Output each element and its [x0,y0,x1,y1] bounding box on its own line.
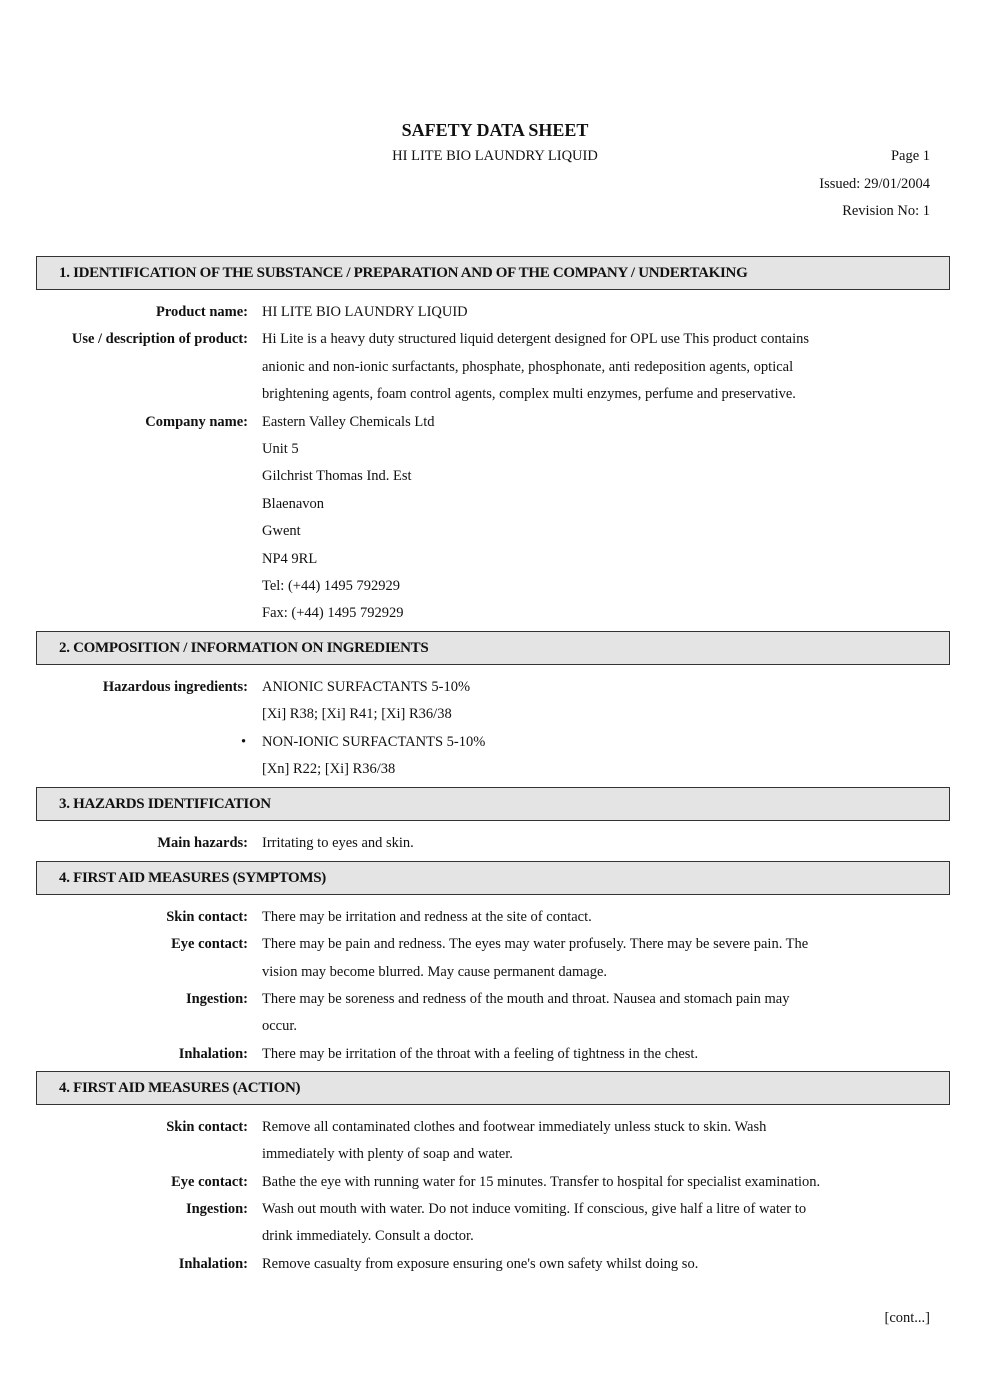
symptoms-skin-label: Skin contact: [166,909,248,925]
page-number: Page 1 [890,148,930,164]
ingredient-name: ANIONIC SURFACTANTS 5-10% [262,679,471,695]
company-address-line: Blaenavon [262,496,325,512]
continued-marker: [cont...] [884,1310,930,1326]
symptoms-inhalation-text: There may be irritation of the throat with a feeling of tightness in the chest. [262,1046,699,1062]
section-3-header [36,787,950,821]
symptoms-skin-text: There may be irritation and redness at the site of contact. [262,909,592,925]
action-ingestion-text: drink immediately. Consult a doctor. [262,1228,474,1244]
bullet: • [241,734,247,750]
revision-number: Revision No: 1 [842,203,930,219]
section-4-action-title: 4. FIRST AID MEASURES (ACTION) [59,1080,301,1096]
action-eye-label: Eye contact: [171,1174,248,1190]
use-description-line: anionic and non-ionic surfactants, phosphate, phosphonate, anti redeposition agents, optical [262,359,794,375]
action-inhalation-text: Remove casualty from exposure ensuring one's own safety whilst doing so. [262,1256,699,1272]
section-4-symptoms-header [36,861,950,895]
action-eye-text: Bathe the eye with running water for 15 minutes. Transfer to hospital for specialist examination. [262,1174,821,1190]
ingredient-name: NON-IONIC SURFACTANTS 5-10% [262,734,486,750]
main-hazards-value: Irritating to eyes and skin. [262,835,414,851]
company-name: Eastern Valley Chemicals Ltd [262,414,435,430]
use-description-line: Hi Lite is a heavy duty structured liquid detergent designed for OPL use This product contains [262,331,809,347]
symptoms-eye-label: Eye contact: [171,936,248,952]
product-name-value: HI LITE BIO LAUNDRY LIQUID [262,304,468,320]
section-4-action-header [36,1071,950,1105]
issued-date: Issued: 29/01/2004 [819,176,930,192]
section-2-title: 2. COMPOSITION / INFORMATION ON INGREDIENTS [59,640,429,656]
section-1-header [36,256,950,290]
use-description-line: brightening agents, foam control agents, complex multi enzymes, perfume and preservative. [262,386,796,402]
action-skin-text: Remove all contaminated clothes and footwear immediately unless stuck to skin. Wash [262,1119,767,1135]
company-telephone: Tel: (+44) 1495 792929 [262,578,401,594]
action-ingestion-label: Ingestion: [185,1201,248,1217]
symptoms-ingestion-text: occur. [262,1018,298,1034]
company-address-line: Gwent [262,523,301,539]
ingredient-risk-phrases: [Xn] R22; [Xi] R36/38 [262,761,396,777]
hazardous-ingredients-label: Hazardous ingredients: [102,679,248,695]
action-skin-text: immediately with plenty of soap and water. [262,1146,513,1162]
section-2-header [36,631,950,665]
product-name-label: Product name: [156,304,248,320]
section-3-title: 3. HAZARDS IDENTIFICATION [59,796,271,812]
symptoms-eye-text: There may be pain and redness. The eyes may water profusely. There may be severe pain. The [262,936,809,952]
section-4-symptoms-title: 4. FIRST AID MEASURES (SYMPTOMS) [59,870,326,886]
product-subtitle: HI LITE BIO LAUNDRY LIQUID [392,148,598,164]
ingredient-risk-phrases: [Xi] R38; [Xi] R41; [Xi] R36/38 [262,706,452,722]
symptoms-inhalation-label: Inhalation: [178,1046,248,1062]
action-inhalation-label: Inhalation: [178,1256,248,1272]
symptoms-eye-text: vision may become blurred. May cause permanent damage. [262,964,608,980]
company-fax: Fax: (+44) 1495 792929 [262,605,404,621]
main-hazards-label: Main hazards: [157,835,248,851]
company-name-label: Company name: [145,414,248,430]
company-postcode: NP4 9RL [262,551,318,567]
company-address-line: Unit 5 [262,441,299,457]
action-skin-label: Skin contact: [166,1119,248,1135]
section-1-title: 1. IDENTIFICATION OF THE SUBSTANCE / PREPARATION AND OF THE COMPANY / UNDERTAKING [59,265,748,281]
document-title: SAFETY DATA SHEET [401,120,589,140]
symptoms-ingestion-text: There may be soreness and redness of the mouth and throat. Nausea and stomach pain may [262,991,790,1007]
symptoms-ingestion-label: Ingestion: [185,991,248,1007]
use-description-label: Use / description of product: [71,331,248,347]
action-ingestion-text: Wash out mouth with water. Do not induce vomiting. If conscious, give half a litre of water to [262,1201,807,1217]
company-address-line: Gilchrist Thomas Ind. Est [262,468,412,484]
